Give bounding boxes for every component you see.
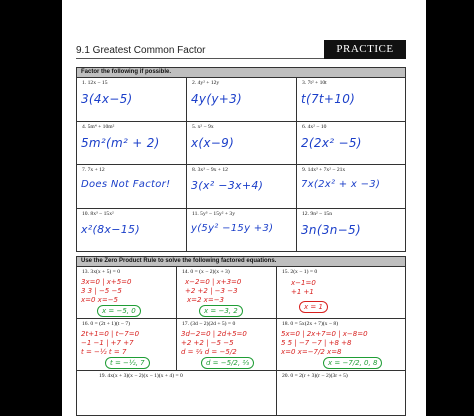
- factor-cell: [77, 165, 187, 209]
- work-line: 3x=0 | x+5=0: [81, 278, 132, 286]
- factor-cell: [77, 122, 187, 166]
- problem-text: 2. 4y² + 12y: [192, 80, 220, 86]
- problem-text: 9. 14x³ + 7x² − 21x: [302, 167, 346, 173]
- factor-cell: [187, 122, 297, 166]
- problem-text: 10. 8x³ − 15x²: [82, 210, 114, 217]
- factor-cell: [297, 165, 405, 209]
- solution-line: x=0 x=−7/2 x=8: [281, 348, 342, 356]
- practice-badge: PRACTICE: [324, 40, 406, 59]
- equation-cell: [177, 267, 277, 319]
- work-line: 2t+1=0 | t−7=0: [81, 330, 140, 338]
- factor-cell: [187, 78, 297, 122]
- equation-cell: [277, 319, 405, 371]
- worksheet-page: [62, 0, 426, 416]
- handwritten-answer: 3(4x−5): [81, 92, 133, 106]
- problem-text: 20. 0 = 2(r + 3)(r − 2)(3r + 5): [282, 373, 348, 379]
- factor-cell: [187, 165, 297, 209]
- problem-text: 1. 12x − 15: [82, 80, 108, 86]
- handwritten-answer: 4y(y+3): [191, 92, 242, 106]
- handwritten-answer: 2(2x² −5): [301, 135, 362, 150]
- final-answer: d = −5/2, ⅔: [201, 357, 254, 369]
- final-answer: x = −5, 0: [97, 305, 141, 317]
- factor-cell: [77, 209, 187, 253]
- handwritten-answer: 7x(2x² + x −3): [301, 179, 381, 190]
- handwritten-answer: 5m²(m² + 2): [81, 135, 160, 150]
- worksheet-title: 9.1 Greatest Common Factor: [76, 45, 206, 56]
- factor-cell: [297, 122, 405, 166]
- work-line: +1 +1: [291, 288, 314, 296]
- zero-product-instruction: Use the Zero Product Rule to solve the following factored equations.: [77, 257, 405, 267]
- work-line: +2 +2 | −5 −5: [181, 339, 234, 347]
- work-line: x−2=0 | x+3=0: [185, 278, 242, 286]
- problem-text: 12. 9n² − 15n: [302, 210, 333, 217]
- problem-text: 19. 4x(x + 3)(x − 2)(x − 1)(x + 4) = 0: [99, 373, 183, 379]
- factor-grid: [77, 78, 405, 252]
- work-line: +2 +2 | −3 −3: [185, 287, 238, 295]
- handwritten-answer: t(7t+10): [301, 92, 356, 106]
- handwritten-answer: x²(8x−15): [81, 222, 140, 236]
- problem-text: 6. 4x² − 10: [302, 123, 327, 130]
- left-black-border: [0, 0, 62, 416]
- factor-cell: [77, 78, 187, 122]
- work-line: −1 −1 | +7 +7: [81, 339, 134, 347]
- handwritten-answer: 3(x² −3x+4): [191, 179, 264, 192]
- right-black-border: [426, 0, 474, 416]
- final-answer: x = −7/2, 0, 8: [323, 357, 382, 369]
- problem-text: 17. (3d − 2)(2d + 5) = 0: [182, 321, 236, 327]
- solution-line: x=2 x=−3: [187, 296, 225, 304]
- work-line: 5 5 | −7 −7 | +8 +8: [281, 339, 352, 347]
- handwritten-answer: y(5y² −15y +3): [191, 222, 274, 234]
- work-line: 5x=0 | 2x+7=0 | x−8=0: [281, 330, 368, 338]
- handwritten-answer: Does Not Factor!: [81, 179, 171, 190]
- equation-cell: [77, 371, 277, 416]
- equation-cell: [77, 319, 177, 371]
- handwritten-answer: 3n(3n−5): [301, 222, 361, 237]
- factor-section: [76, 67, 406, 252]
- factor-instruction: Factor the following if possible.: [77, 68, 405, 78]
- equation-cell: [77, 267, 177, 319]
- solution-line: d = ⅔ d = −5/2: [181, 348, 237, 356]
- final-answer: x = 1: [299, 301, 328, 313]
- problem-text: 15. 2(x − 1) = 0: [282, 269, 318, 275]
- equation-cell: [277, 371, 405, 416]
- solution-line: t = −½ t = 7: [81, 348, 127, 356]
- final-answer: t = −½, 7: [105, 357, 150, 369]
- problem-text: 14. 0 = (x − 2)(x + 3): [182, 269, 230, 275]
- problem-text: 4. 5m⁴ + 10m²: [82, 123, 115, 130]
- factor-cell: [297, 209, 405, 253]
- solution-line: x=0 x=−5: [81, 296, 119, 304]
- problem-text: 8. 3x³ − 9x + 12: [192, 167, 228, 173]
- problem-text: 16. 0 = (2t + 1)(t − 7): [82, 321, 130, 327]
- equation-cell: [177, 319, 277, 371]
- zero-product-grid: [77, 267, 405, 416]
- zero-product-section: [76, 256, 406, 416]
- problem-text: 18. 0 = 5x(2x + 7)(x − 8): [282, 321, 339, 327]
- equation-cell: [277, 267, 405, 319]
- problem-text: 13. 3x(x + 5) = 0: [82, 269, 121, 275]
- factor-cell: [187, 209, 297, 253]
- problem-text: 7. 7x + 12: [82, 167, 105, 173]
- title-underline: [76, 58, 326, 59]
- problem-text: 5. x² − 9x: [192, 123, 214, 130]
- work-line: 3 3 | −5 −5: [81, 287, 122, 295]
- work-line: 3d−2=0 | 2d+5=0: [181, 330, 247, 338]
- final-answer: x = −3, 2: [199, 305, 243, 317]
- problem-text: 11. 5y³ − 15y² + 3y: [192, 210, 236, 217]
- handwritten-answer: x(x−9): [191, 135, 235, 150]
- work-line: x−1=0: [291, 279, 316, 287]
- factor-cell: [297, 78, 405, 122]
- problem-text: 3. 7t² + 10t: [302, 80, 327, 86]
